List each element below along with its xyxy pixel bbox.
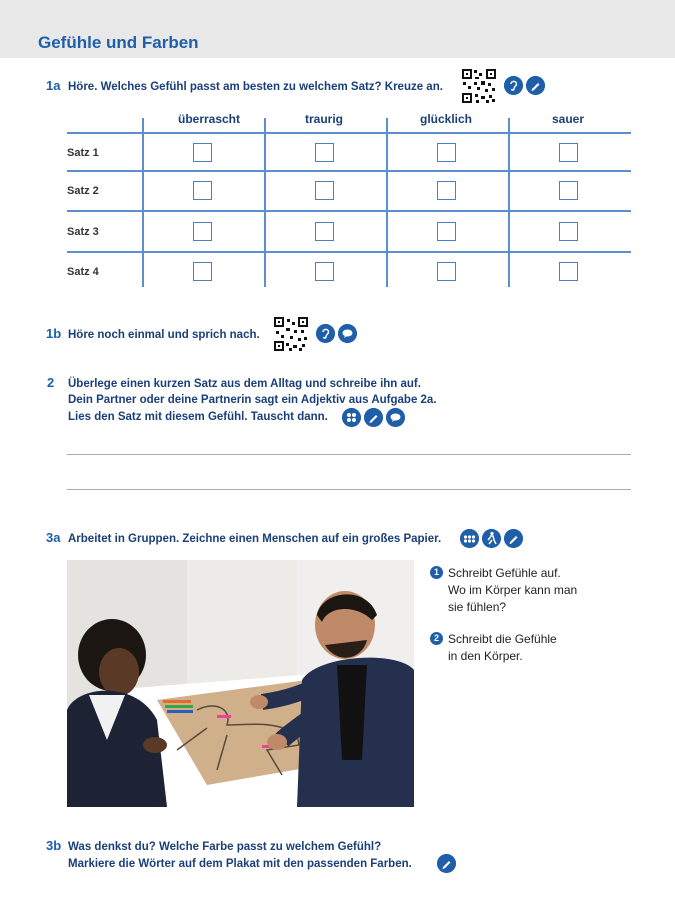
row-label: Satz 3: [67, 226, 99, 238]
write-pencil-icon: [526, 76, 545, 95]
table-divider: [67, 170, 631, 172]
task-3a-number: 3a: [46, 530, 61, 545]
task-3b-line1: Was denkst du? Welche Farbe passt zu welchem Gefühl?: [68, 841, 382, 853]
table-divider: [142, 118, 144, 287]
answer-checkbox[interactable]: [193, 262, 212, 281]
answer-checkbox[interactable]: [437, 181, 456, 200]
step-number-badge: 1: [430, 566, 443, 579]
task-3b-line2: Markiere die Wörter auf dem Plakat mit den passenden Farben.: [68, 858, 412, 870]
speech-bubble-icon: [386, 408, 405, 427]
move-activity-icon: [482, 529, 501, 548]
step-number-badge: 2: [430, 632, 443, 645]
speech-bubble-icon: [338, 324, 357, 343]
table-divider: [67, 251, 631, 253]
table-divider: [67, 132, 631, 134]
column-header: glücklich: [419, 112, 472, 126]
answer-checkbox[interactable]: [315, 262, 334, 281]
task-2-line2: Dein Partner oder deine Partnerin sagt ein Adjektiv aus Aufgabe 2a.: [68, 394, 437, 406]
partner-work-icon: [342, 408, 361, 427]
writing-line: [67, 489, 631, 490]
qr-code-icon[interactable]: [461, 68, 497, 104]
step-text: [448, 631, 628, 665]
qr-code-icon[interactable]: [273, 316, 309, 352]
answer-checkbox[interactable]: [315, 143, 334, 162]
answer-checkbox[interactable]: [437, 222, 456, 241]
page-header: [0, 0, 675, 58]
write-pencil-icon: [437, 854, 456, 873]
task-1b-text: Höre noch einmal und sprich nach.: [68, 329, 260, 341]
row-label: Satz 4: [67, 266, 99, 278]
table-divider: [67, 210, 631, 212]
column-header: überrascht: [177, 112, 241, 126]
photo-illustration: [67, 560, 414, 807]
task-2-number: 2: [47, 375, 55, 390]
table-divider: [386, 118, 388, 287]
table-divider: [264, 118, 266, 287]
row-label: Satz 2: [67, 185, 99, 197]
row-label: Satz 1: [67, 147, 99, 159]
write-pencil-icon: [364, 408, 383, 427]
answer-checkbox[interactable]: [437, 262, 456, 281]
answer-checkbox[interactable]: [193, 143, 212, 162]
answer-checkbox[interactable]: [559, 222, 578, 241]
answer-checkbox[interactable]: [315, 222, 334, 241]
column-header: sauer: [551, 112, 585, 126]
answer-checkbox[interactable]: [559, 143, 578, 162]
answer-checkbox[interactable]: [437, 143, 456, 162]
answer-checkbox[interactable]: [559, 262, 578, 281]
task-2-line1: Überlege einen kurzen Satz aus dem Alltag und schreibe ihn auf.: [68, 378, 421, 390]
step-line: Schreibt die Gefühle: [448, 632, 557, 646]
group-work-icon: [460, 529, 479, 548]
feelings-table: [67, 112, 631, 287]
listen-ear-icon: [504, 76, 523, 95]
write-pencil-icon: [504, 529, 523, 548]
step-line: Schreibt Gefühle auf.: [448, 566, 561, 580]
step-line: in den Körper.: [448, 649, 523, 663]
group-work-photo: [67, 560, 414, 807]
answer-checkbox[interactable]: [315, 181, 334, 200]
task-1a-number: 1a: [46, 78, 61, 93]
task-1b-number: 1b: [46, 326, 62, 341]
writing-line: [67, 454, 631, 455]
table-divider: [508, 118, 510, 287]
answer-checkbox[interactable]: [559, 181, 578, 200]
step-line: sie fühlen?: [448, 600, 507, 614]
step-line: Wo im Körper kann man: [448, 583, 578, 597]
step-text: [448, 565, 628, 616]
listen-ear-icon: [316, 324, 335, 343]
task-3b-number: 3b: [46, 838, 62, 853]
column-header: traurig: [304, 112, 343, 126]
page-title: Gefühle und Farben: [38, 33, 199, 52]
task-3a-text: Arbeitet in Gruppen. Zeichne einen Menschen auf ein großes Papier.: [68, 533, 442, 545]
answer-checkbox[interactable]: [193, 181, 212, 200]
answer-checkbox[interactable]: [193, 222, 212, 241]
task-2-line3: Lies den Satz mit diesem Gefühl. Tauscht dann.: [68, 411, 328, 423]
task-1a-text: Höre. Welches Gefühl passt am besten zu welchem Satz? Kreuze an.: [68, 81, 443, 93]
